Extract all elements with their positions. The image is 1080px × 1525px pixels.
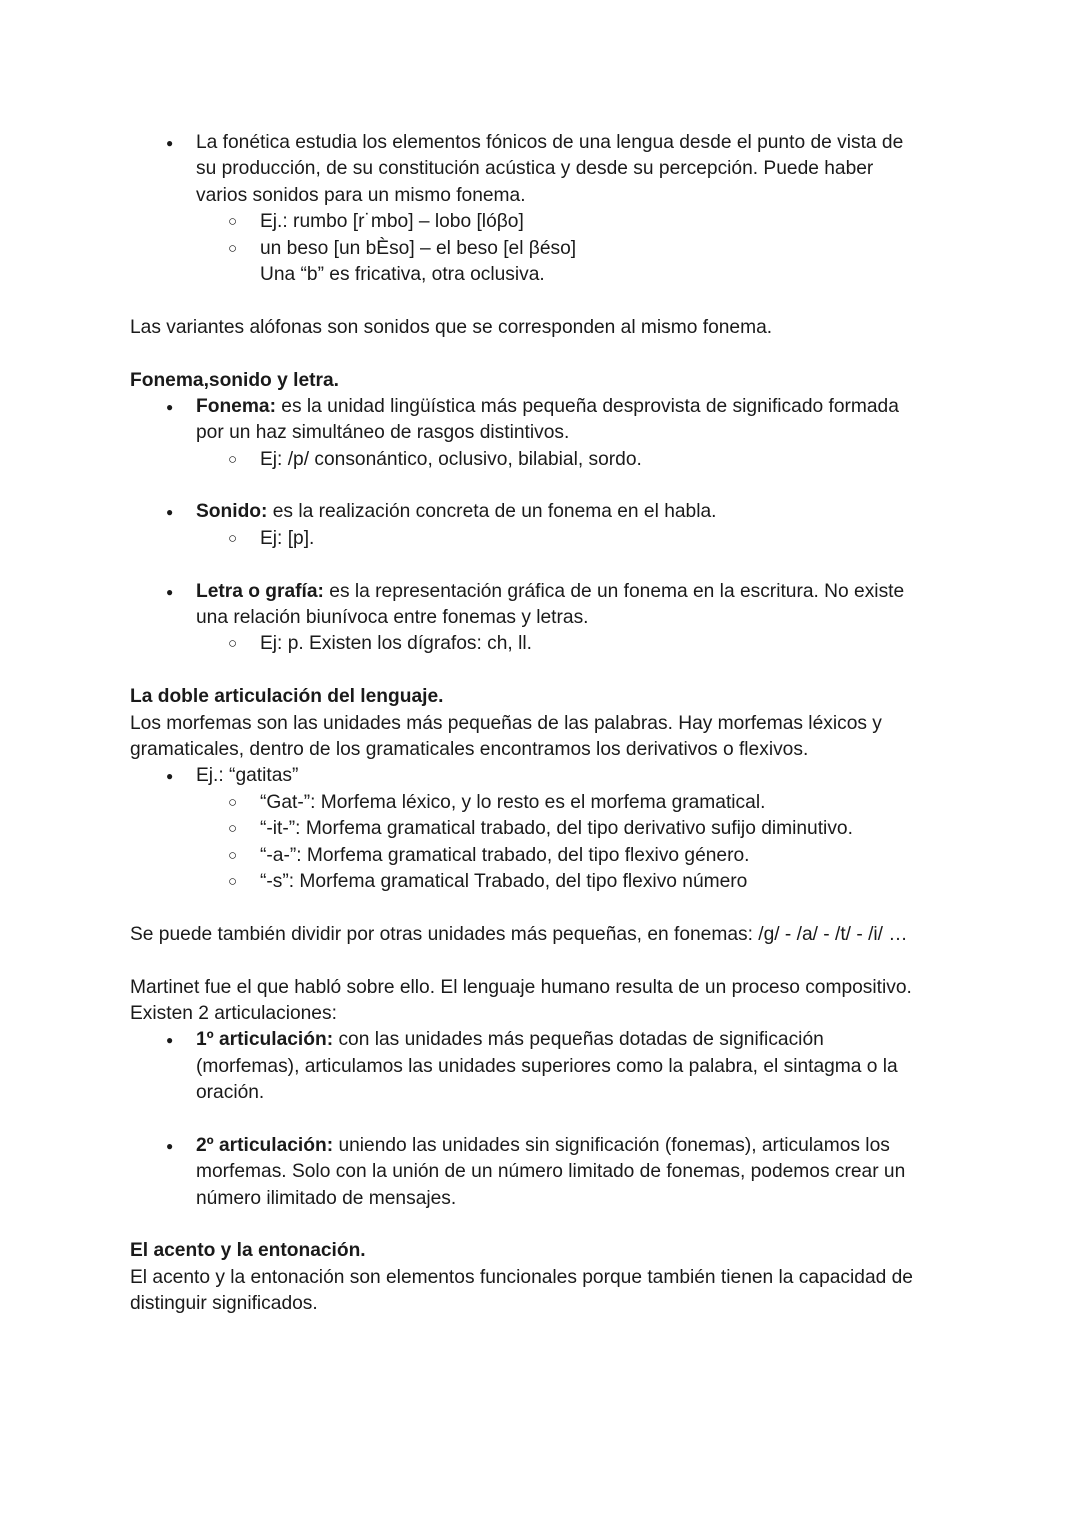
sub-list-item: ○ Ej: p. Existen los dígrafos: ch, ll. (130, 631, 960, 657)
paragraph-line: Martinet fue el que habló sobre ello. El lenguaje humano resulta de un proceso compositivo. (130, 976, 912, 998)
definition: es la realización concreta de un fonema en el habla. (267, 501, 717, 523)
sub-list-item: ○ “-it-”: Morfema gramatical trabado, del tipo derivativo sufijo diminutivo. (130, 816, 960, 842)
definition: uniendo las unidades sin significación (fonemas), articulamos los (333, 1134, 890, 1156)
sub-list-item: ○ Ej.: rumbo [r˙mbo] – lobo [lóβo] (130, 209, 960, 235)
list-item (130, 1133, 960, 1159)
document-page (130, 130, 960, 1318)
list-item: ● Ej.: “gatitas” (130, 763, 960, 789)
sub-list-item: ○ “-s”: Morfema gramatical Trabado, del tipo flexivo número (130, 869, 960, 895)
paragraph-line: Los morfemas son las unidades más pequeñas de las palabras. Hay morfemas léxicos y (130, 712, 882, 734)
text-line: oración. (196, 1082, 265, 1104)
text-line: Una “b” es fricativa, otra oclusiva. (260, 263, 545, 285)
term: 1º articulación: (196, 1029, 334, 1051)
term: Letra o grafía: (196, 580, 324, 602)
definition: es la representación gráfica de un fonema en la escritura. No existe (323, 580, 905, 602)
text-line: una relación biunívoca entre fonemas y letras. (196, 607, 589, 629)
paragraph-line: Existen 2 articulaciones: (130, 1002, 337, 1024)
text-line: varios sonidos para un mismo fonema. (196, 184, 526, 206)
definition: con las unidades más pequeñas dotadas de significación (333, 1029, 824, 1051)
sub-list-item: ○ un beso [un bÈso] – el beso [el βéso] (130, 236, 960, 262)
paragraph-line: distinguir significados. (130, 1293, 318, 1315)
list-item (130, 579, 960, 605)
paragraph-line: gramaticales, dentro de los gramaticales encontramos los derivativos o flexivos. (130, 738, 809, 760)
sub-list-item: ○ “-a-”: Morfema gramatical trabado, del tipo flexivo género. (130, 843, 960, 869)
text-line: morfemas. Solo con la unión de un número limitado de fonemas, podemos crear un (196, 1161, 906, 1183)
list-item (130, 1027, 960, 1053)
paragraph: Se puede también dividir por otras unidades más pequeñas, en fonemas: /g/ - /a/ - /t/ - /i/ … (130, 923, 908, 945)
paragraph-line: El acento y la entonación son elementos funcionales porque también tienen la capacidad de (130, 1266, 913, 1288)
sub-list-item: ○ “Gat-”: Morfema léxico, y lo resto es el morfema gramatical. (130, 790, 960, 816)
definition: es la unidad lingüística más pequeña desprovista de significado formada (275, 395, 899, 417)
text-line: su producción, de su constitución acústica y desde su percepción. Puede haber (196, 158, 874, 180)
text-line: número ilimitado de mensajes. (196, 1187, 457, 1209)
section-heading: Fonema,sonido y letra. (130, 369, 339, 391)
list-item (130, 394, 960, 420)
text-line: por un haz simultáneo de rasgos distintivos. (196, 422, 570, 444)
sub-list-item: ○ Ej: [p]. (130, 526, 960, 552)
list-item: ● La fonética estudia los elementos fónicos de una lengua desde el punto de vista de (130, 130, 960, 156)
term: Fonema: (196, 395, 276, 417)
section-heading: La doble articulación del lenguaje. (130, 686, 444, 708)
term: 2º articulación: (196, 1134, 334, 1156)
sub-list-item: ○ Ej: /p/ consonántico, oclusivo, bilabial, sordo. (130, 447, 960, 473)
section-heading: El acento y la entonación. (130, 1240, 366, 1262)
text-line: (morfemas), articulamos las unidades superiores como la palabra, el sintagma o la (196, 1055, 898, 1077)
paragraph: Las variantes alófonas son sonidos que se corresponden al mismo fonema. (130, 316, 773, 338)
term: Sonido: (196, 501, 268, 523)
list-item (130, 499, 960, 525)
